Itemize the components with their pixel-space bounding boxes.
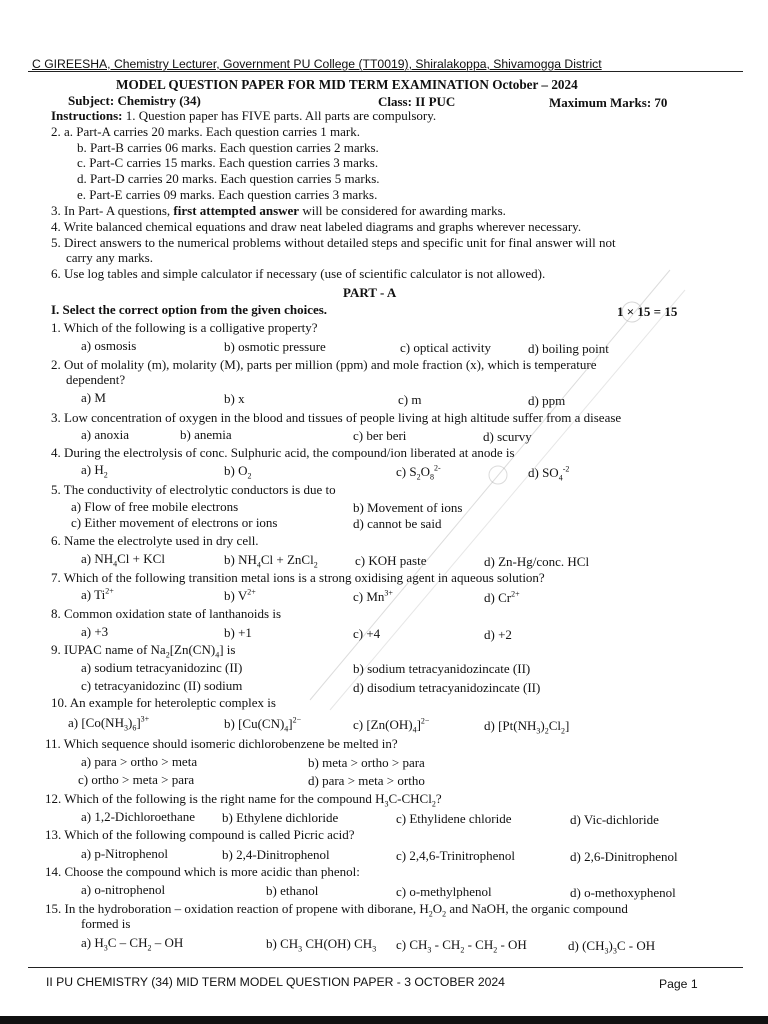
question-3: 3. Low concentration of oxygen in the blood and tissues of people living at high altitude suffer from a disease [51,410,622,425]
question-7: 7. Which of the following transition metal ions is a strong oxidising agent in aqueous solution? [51,570,545,585]
q14-option-d: d) o-methoxyphenol [570,885,676,900]
q7c-text: c) Mn [353,589,385,604]
q7d-text: d) Cr [484,590,512,605]
question-10: 10. An example for heteroleptic complex is [51,695,276,710]
q10b-text: b) [Cu(CN) [224,716,285,731]
q12-sub-2: 2 [431,799,436,809]
q7b-text: b) V [224,588,248,603]
instruction-3-bold: first attempted answer [173,203,300,218]
q1-option-b: b) osmotic pressure [224,339,326,354]
q8-option-c: c) +4 [353,626,381,641]
q10-option-d [484,718,570,736]
q10-option-b [224,715,302,734]
q11-option-a: a) para > ortho > meta [81,754,198,769]
q12-end: ? [435,791,442,806]
q10a-end: ] [136,715,141,730]
q4c-sup: 2- [433,463,441,473]
instruction-5a: 5. Direct answers to the numerical problems without detailed steps and specific unit for final answer will not [51,235,616,250]
q7c-sup: 3+ [384,588,393,598]
q15c-sub-1: 3 [427,945,432,955]
q10d-sub-2: 2 [544,726,549,736]
q4a-subscript: 2 [103,470,108,480]
q10d-text: d) [Pt(NH [484,718,537,733]
page-number: Page 1 [659,977,698,991]
page-title: MODEL QUESTION PAPER FOR MID TERM EXAMINATION October – 2024 [116,77,578,92]
q7-option-b [224,588,256,603]
question-15-line-1 [45,901,628,919]
q15-option-a [81,935,184,953]
q9-mid: [Zn(CN) [169,642,216,657]
question-8: 8. Common oxidation state of lanthanoids is [51,606,282,621]
q6-option-a [81,551,165,569]
q10c-sup: 2− [420,716,430,726]
part-a-marks: 1 × 15 = 15 [617,304,678,319]
q2-option-b: b) x [224,391,245,406]
q15d-end: C - OH [616,938,656,953]
q1-option-d: d) boiling point [528,341,609,356]
instruction-2c: c. Part-C carries 15 marks. Each question carries 3 marks. [77,155,379,170]
q15c-sub-3: 2 [493,945,498,955]
instruction-3 [51,203,506,218]
part-a-section: I. Select the correct option from the given choices. [51,302,328,317]
q4-option-a [81,462,108,480]
q7-option-c [353,589,393,604]
q3-option-a: a) anoxia [81,427,130,442]
q14-option-b: b) ethanol [266,883,319,898]
q9-option-b: b) sodium tetracyanidozincate (II) [353,661,531,676]
q15c-end: - OH [497,937,527,952]
q12-sub-1: 3 [384,799,389,809]
q4c-sub-2: 8 [429,472,434,482]
q15c-mid-2: - CH [464,937,494,952]
q6a-text: a) NH [81,551,114,566]
class-label: Class: II PUC [378,94,456,109]
question-2-line-1: 2. Out of molality (m), molarity (M), parts per million (ppm) and mole fraction (x), which is temperature [51,357,597,372]
q6a-rest: Cl + KCl [117,551,165,566]
q7-option-a [81,587,114,602]
q15-option-c [396,937,527,955]
q4b-subscript: 2 [247,471,252,481]
q13-option-a: a) p-Nitrophenol [81,846,169,861]
q10c-end: ] [416,717,421,732]
q12-option-c: c) Ethylidene chloride [396,811,512,826]
instruction-3-start: 3. In Part- A questions, [51,203,171,218]
q8-option-d: d) +2 [484,627,512,642]
q5-option-d: d) cannot be said [353,516,442,531]
q15b-mid: CH(OH) CH [302,936,373,951]
q15a-mid: C – CH [107,935,148,950]
q10-option-a [68,714,150,733]
header-rule [28,71,743,72]
instructions-heading: Instructions: [51,108,123,123]
q3-option-c: c) ber beri [353,428,407,443]
q15a-sub-1: 3 [103,943,108,953]
question-13: 13. Which of the following compound is called Picric acid? [45,827,355,842]
q4c-text: c) S [396,464,417,479]
q15-o: O [432,901,443,916]
question-5: 5. The conductivity of electrolytic conductors is due to [51,482,336,497]
question-1: 1. Which of the following is a colligative property? [51,320,318,335]
q4-option-b [224,463,252,481]
q13-option-b: b) 2,4-Dinitrophenol [222,847,330,862]
q11-option-b: b) meta > ortho > para [308,755,425,770]
q6b-sub: 4 [256,560,261,570]
q3-option-d: d) scurvy [483,429,532,444]
q15-option-d [568,938,656,956]
q10d-sub-3: 2 [561,726,565,736]
instruction-2e: e. Part-E carries 09 marks. Each question carries 3 marks. [77,187,378,202]
footer-rule [28,967,743,968]
question-2-line-2: dependent? [66,372,126,387]
q15-option-b [266,936,377,954]
q7a-text: a) Ti [81,587,106,602]
q14-option-a: a) o-nitrophenol [81,882,166,897]
q13-option-c: c) 2,4,6-Trinitrophenol [396,848,516,863]
q15-text: 15. In the hydroboration – oxidation reaction of propene with diborane, H [45,901,429,916]
q15-end: and NaOH, the organic compound [446,901,628,916]
question-14: 14. Choose the compound which is more acidic than phenol: [45,864,360,879]
q15d-sub-1: 3 [604,946,609,956]
q4c-o: O [420,464,430,479]
question-9 [51,642,236,660]
author-line: C GIREESHA, Chemistry Lecturer, Government PU College (TT0019), Shiralakoppa, Shivamogga District [32,57,602,71]
q9-sub-2: 4 [215,650,220,660]
max-marks-label: Maximum Marks: 70 [549,95,668,110]
q9-sub-1: 2 [165,650,170,660]
q10a-paren: ) [127,715,133,730]
q4b-text: b) O [224,463,248,478]
q6b-rest: Cl + ZnCl [260,552,314,567]
q10a-sub: 3 [123,723,128,733]
q14-option-c: c) o-methylphenol [396,884,492,899]
q15-sub-1: 2 [428,909,433,919]
q9-option-d: d) disodium tetracyanidozincate (II) [353,680,541,695]
q12-option-a: a) 1,2-Dichloroethane [81,809,196,824]
q4d-sub: 4 [558,473,563,483]
q2-option-a: a) M [81,390,106,405]
q10d-sub: 3 [536,726,541,736]
q15b-sub-1: 3 [298,944,303,954]
q3-option-b: b) anemia [180,427,232,442]
q15d-sub-2: 3 [612,946,617,956]
q10c-sub: 4 [412,725,417,735]
instruction-1: 1. Question paper has FIVE parts. All parts are compulsory. [125,108,437,123]
q4d-sup: -2 [562,464,570,474]
q6b-text: b) NH [224,552,257,567]
q10a-sup: 3+ [140,714,150,724]
q7a-sup: 2+ [105,586,114,596]
q10b-end: ] [288,716,293,731]
q15c-sub-2: 2 [460,945,465,955]
q5-option-b: b) Movement of ions [353,500,463,515]
q5-option-c: c) Either movement of electrons or ions [71,515,278,530]
q9-option-c: c) tetracyanidozinc (II) sodium [81,678,243,693]
q15c-text: c) CH [396,937,428,952]
q9-end: ] is [219,642,236,657]
q12-option-d: d) Vic-dichloride [570,812,659,827]
question-4: 4. During the electrolysis of conc. Sulphuric acid, the compound/ion liberated at anode is [51,445,515,460]
q7b-sup: 2+ [247,587,256,597]
question-15-line-2: formed is [81,916,131,931]
instructions-line-1 [51,108,436,123]
instruction-3-end: will be considered for awarding marks. [302,203,506,218]
q12-text: 12. Which of the following is the right name for the compound H [45,791,385,806]
q4a-text: a) H [81,462,104,477]
part-a-heading: PART - A [343,285,397,300]
q8-option-b: b) +1 [224,625,252,640]
instruction-2d: d. Part-D carries 20 marks. Each question carries 5 marks. [77,171,380,186]
instruction-5b: carry any marks. [66,250,153,265]
scan-edge [0,1016,768,1024]
q15a-sub-2: 2 [147,943,152,953]
q15a-end: – OH [151,935,184,950]
instruction-2b: b. Part-B carries 06 marks. Each question carries 2 marks. [77,140,379,155]
q7-option-d [484,590,520,605]
q6-option-d: d) Zn-Hg/conc. HCl [484,554,590,569]
q10b-sub: 4 [284,724,289,734]
q12-option-b: b) Ethylene dichloride [222,810,339,825]
q11-option-c: c) ortho > meta > para [78,772,195,787]
question-12 [45,791,442,809]
q13-option-d: d) 2,6-Dinitrophenol [570,849,678,864]
q11-option-d: d) para > meta > ortho [308,773,425,788]
q6-option-b [224,552,318,570]
q10a-sub-2: 6 [132,723,137,733]
q4-option-c [396,463,441,482]
q15c-mid: - CH [431,937,461,952]
q9-option-a: a) sodium tetracyanidozinc (II) [81,660,243,675]
footer-left: II PU CHEMISTRY (34) MID TERM MODEL QUESTION PAPER - 3 OCTOBER 2024 [46,975,505,989]
q10b-sup: 2− [292,715,302,725]
q4c-sub-1: 2 [416,472,421,482]
q10d-end: ] [565,718,570,733]
q15d-text: d) (CH [568,938,605,953]
q15a-text: a) H [81,935,104,950]
instruction-2a: 2. a. Part-A carries 20 marks. Each question carries 1 mark. [51,124,361,139]
q9-text: 9. IUPAC name of Na [51,642,166,657]
q15b-sub-2: 3 [372,944,377,954]
subject-label: Subject: Chemistry (34) [68,93,201,108]
q2-option-c: c) m [398,392,422,407]
q15b-text: b) CH [266,936,299,951]
instruction-6: 6. Use log tables and simple calculator if necessary (use of scientific calculator is not allowed). [51,266,546,281]
q10-option-c [353,716,430,735]
q10c-text: c) [Zn(OH) [353,717,413,732]
q4d-text: d) SO [528,465,559,480]
q6b-sub-2: 2 [313,560,318,570]
q6a-sub: 4 [113,559,118,569]
question-11: 11. Which sequence should isomeric dichlorobenzene be melted in? [45,736,398,751]
q7d-sup: 2+ [511,589,520,599]
q5-option-a: a) Flow of free mobile electrons [71,499,239,514]
q2-option-d: d) ppm [528,393,566,408]
q1-option-a: a) osmosis [81,338,137,353]
q15d-mid: ) [608,938,613,953]
q10a-text: a) [Co(NH [68,715,124,730]
q10d-paren: ) [540,718,545,733]
q10d-cl: Cl [548,718,561,733]
q6-option-c: c) KOH paste [355,553,427,568]
q12-mid: C-CHCl [388,791,432,806]
q1-option-c: c) optical activity [400,340,491,355]
instruction-4: 4. Write balanced chemical equations and draw neat labeled diagrams and graphs wherever necessary. [51,219,582,234]
q4-option-d [528,464,570,483]
question-6: 6. Name the electrolyte used in dry cell. [51,533,259,548]
q15-sub-2: 2 [442,909,447,919]
q8-option-a: a) +3 [81,624,109,639]
